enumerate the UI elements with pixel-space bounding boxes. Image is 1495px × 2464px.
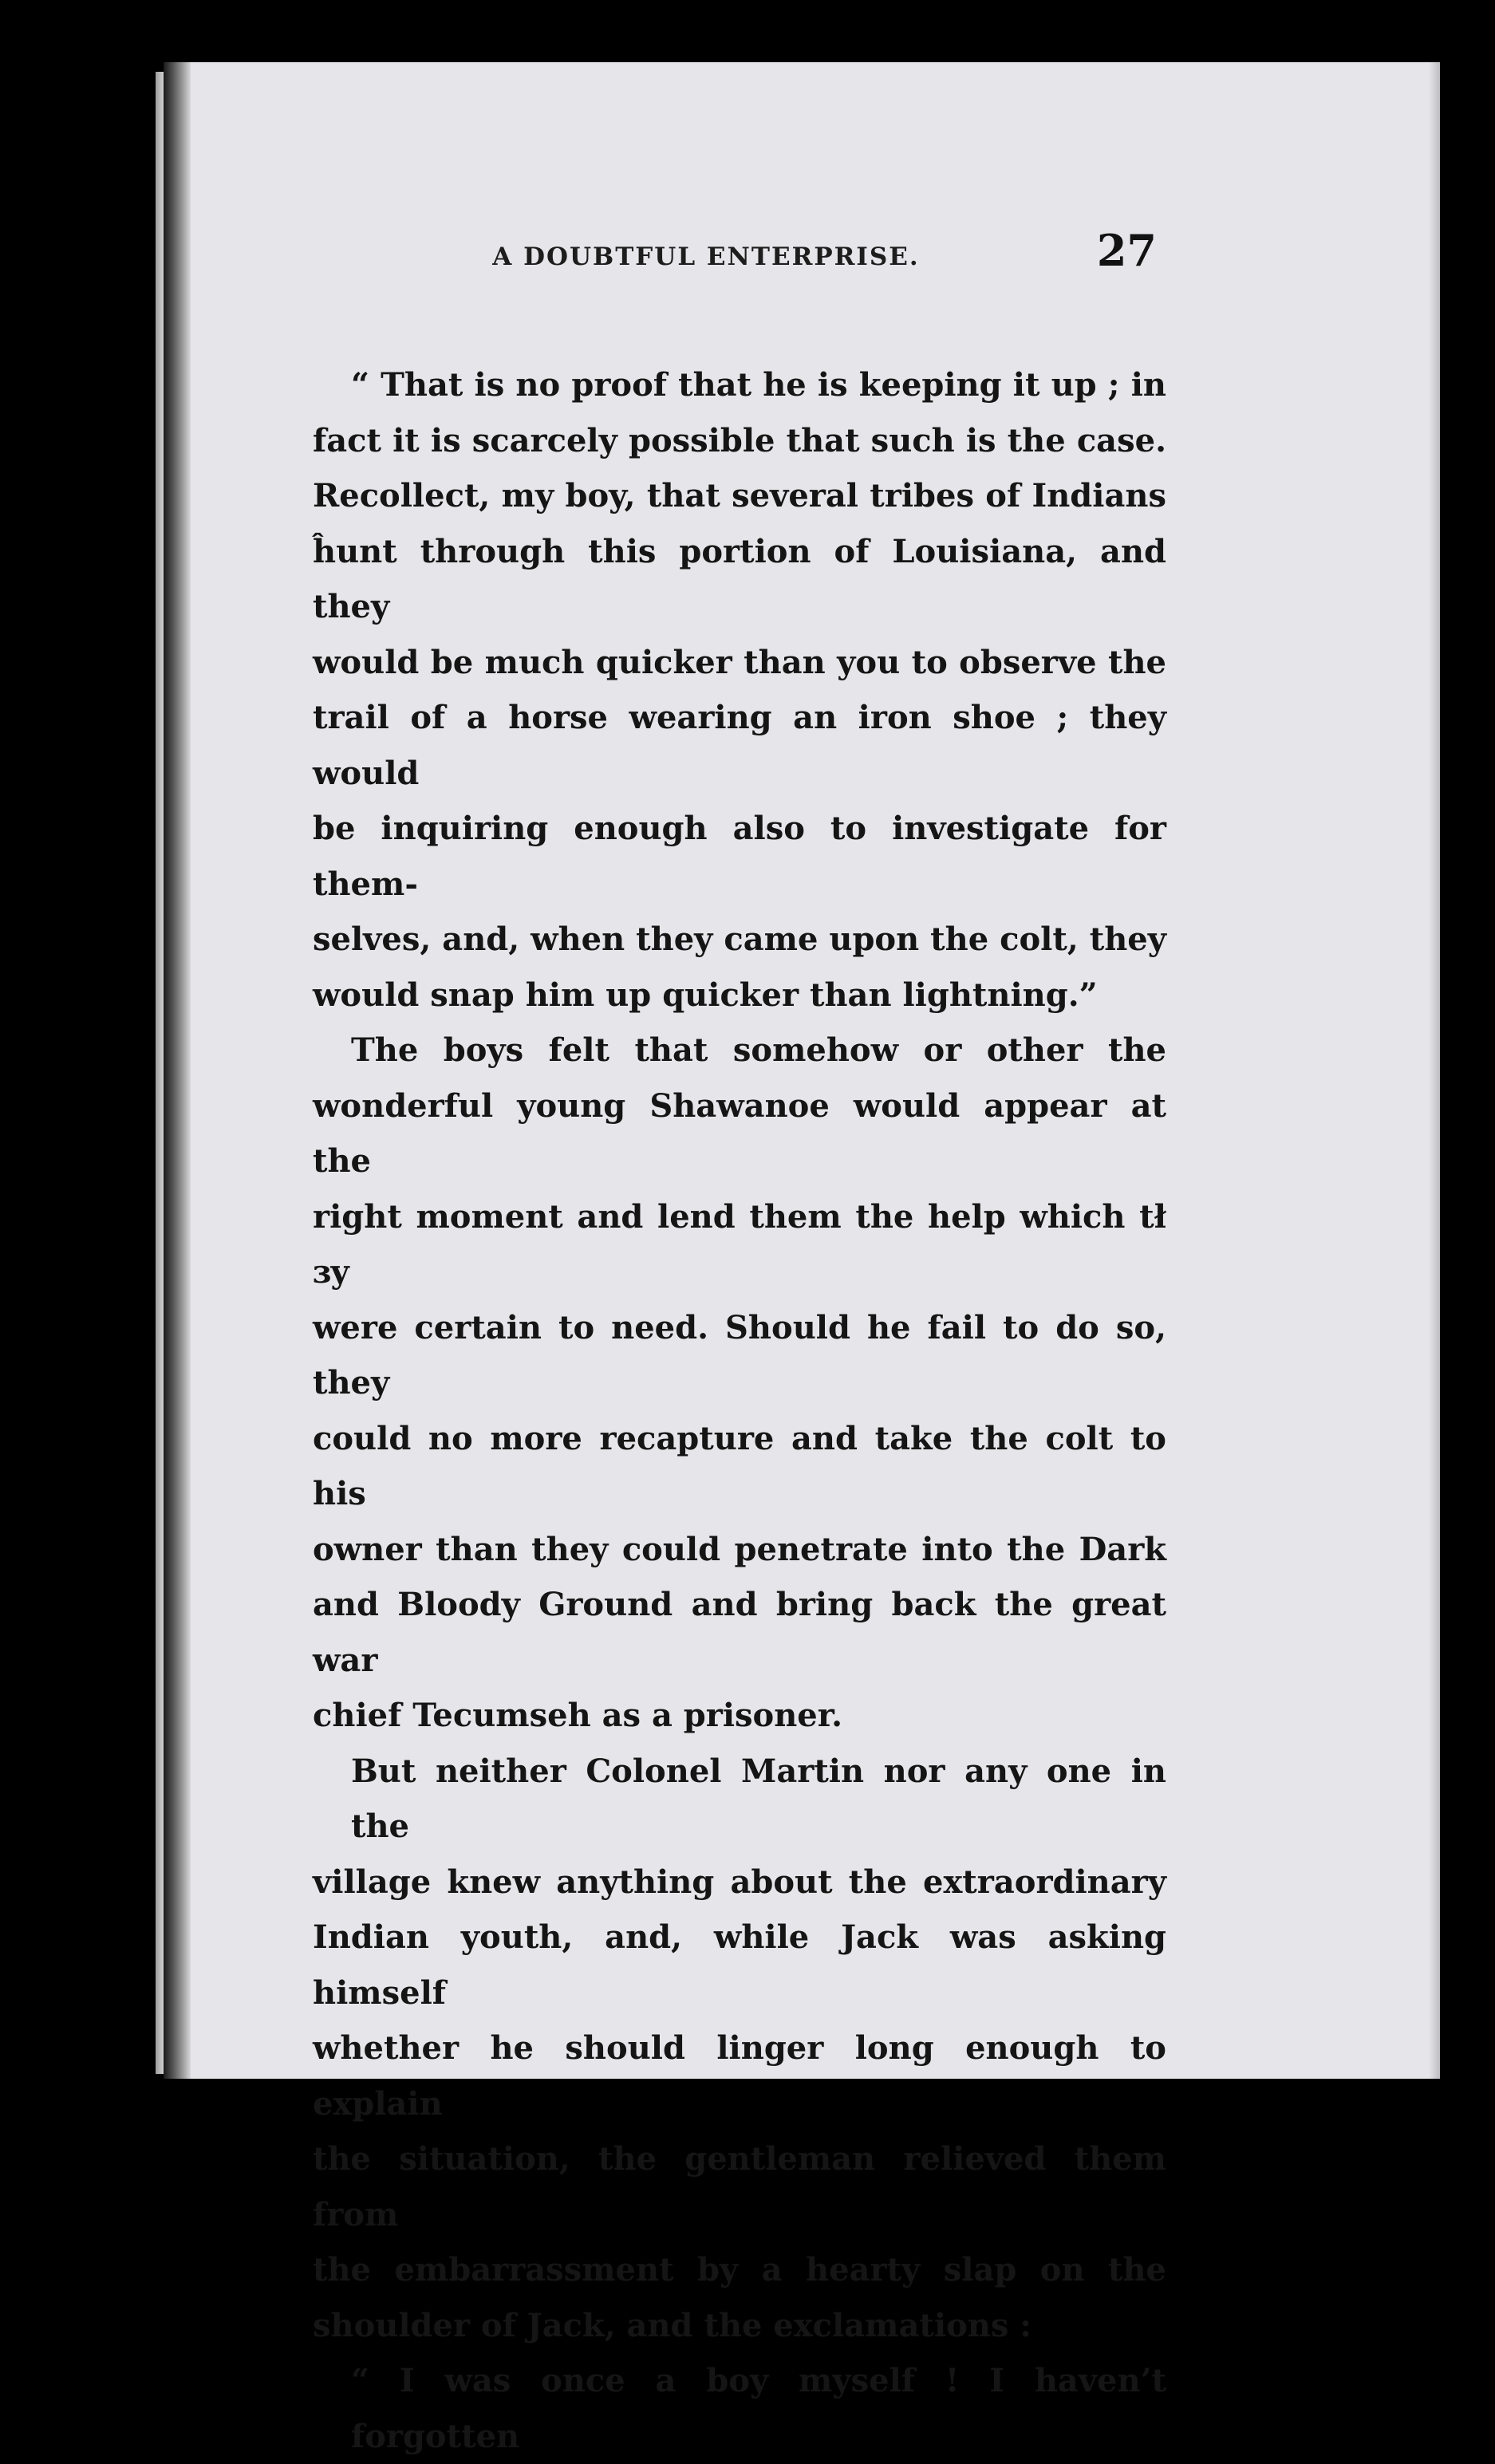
- paragraph: [313, 1744, 1166, 2354]
- text-line: the situation, the gentleman relieved them from: [313, 2140, 1166, 2233]
- text-line: trail of a horse wearing an iron shoe ; they would: [313, 699, 1166, 792]
- text-line: fact it is scarcely possible that such is the case.: [313, 421, 1166, 459]
- text-line: Indian youth, and, while Jack was asking himself: [313, 1918, 1166, 2012]
- text-line: “ That is no proof that he is keeping it up ; in: [351, 366, 1166, 404]
- text-line: The boys felt that somehow or other the: [351, 1031, 1166, 1069]
- body-text: [313, 357, 1166, 2464]
- text-line: be inquiring enough also to investigate for them-: [313, 810, 1166, 903]
- text-line: could no more recapture and take the colt to his: [313, 1419, 1166, 1512]
- paragraph: [313, 1023, 1166, 1744]
- text-line: were certain to need. Should he fail to do so, they: [313, 1308, 1166, 1402]
- text-line: and Bloody Ground and bring back the great war: [313, 1586, 1166, 1679]
- text-line: shoulder of Jack, and the exclamations :: [313, 2306, 1032, 2344]
- text-line: would snap him up quicker than lightning.”: [313, 976, 1098, 1014]
- running-head: [351, 225, 1157, 281]
- text-line: whether he should linger long enough to explain: [313, 2029, 1166, 2123]
- text-line: wonderful young Shawanoe would appear at the: [313, 1086, 1166, 1180]
- page-number: 27: [1096, 225, 1157, 276]
- paragraph: [313, 357, 1166, 1023]
- text-line: But neither Colonel Martin nor any one in the: [351, 1752, 1166, 1845]
- paragraph: [313, 2353, 1166, 2464]
- text-line: ĥunt through this portion of Louisiana, and they: [313, 532, 1166, 625]
- text-line: “ I was once a boy myself ! I haven’t forgotten: [351, 2362, 1166, 2455]
- text-line: village knew anything about the extraordinary: [313, 1863, 1166, 1901]
- text-line: would be much quicker than you to observe the: [313, 643, 1166, 681]
- running-title: A DOUBTFUL ENTERPRISE.: [492, 242, 920, 271]
- text-line: Recollect, my boy, that several tribes of Indians: [313, 477, 1166, 514]
- text-line: the embarrassment by a hearty slap on the: [313, 2251, 1166, 2289]
- text-line: owner than they could penetrate into the Dark: [313, 1530, 1166, 1568]
- page-outer-edge: [1429, 62, 1440, 2079]
- text-line: chief Tecumseh as a prisoner.: [313, 1697, 843, 1734]
- text-line: selves, and, when they came upon the colt, they: [313, 921, 1166, 958]
- text-line: right moment and lend them the help which tł ɜy: [313, 1197, 1166, 1291]
- page-inner-edge: [164, 62, 191, 2079]
